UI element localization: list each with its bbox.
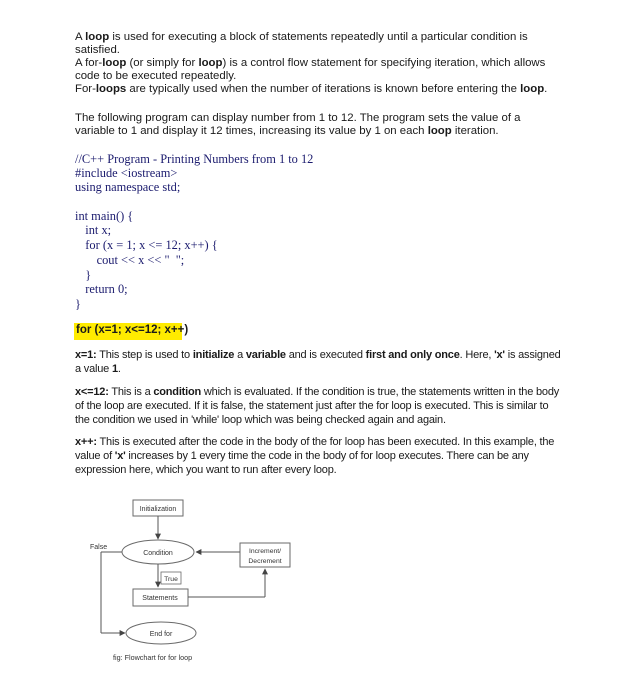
intro-text: A for- [75, 57, 103, 69]
code-line-10: } [75, 297, 81, 311]
code-line-8: } [76, 268, 92, 282]
expl-bold: x<=12: [75, 386, 109, 398]
expl-text: This step is used to [96, 349, 193, 361]
intro-bold: loop [520, 83, 545, 95]
expl-text: increases by 1 every time the code in the body of for loop executes. There can be any expression here, which you want to run after every loop. [75, 450, 529, 476]
desc-bold: loop [427, 125, 452, 137]
increment-label-1: Increment/ [248, 548, 282, 555]
desc-text: The following program can display number from 1 to 12. The program sets the value of a variable to 1 and display it 12 times, increasing its value by 1 on each [75, 112, 521, 137]
expl-bold: variable [245, 349, 286, 361]
intro-bold: loop [102, 57, 127, 69]
highlighted-for-statement: for (x=1; x<=12; x++) [76, 324, 189, 336]
condition-label: Condition [143, 550, 173, 557]
expl-text: and is executed [285, 349, 366, 361]
intro-bold: loop [198, 57, 223, 69]
intro-bold: loop [85, 31, 110, 43]
flowchart-caption: fig: Flowchart for for loop [113, 653, 193, 662]
code-line-3: using namespace std; [75, 180, 181, 194]
end-for-label: End for [149, 631, 173, 638]
code-line-1: //C++ Program - Printing Numbers from 1 to 12 [75, 152, 314, 166]
intro-text: ) is a control flow statement for specifying iteration, which allows code to be executed repeatedly. [75, 57, 546, 82]
expl-text: . [117, 363, 121, 375]
expl-bold: 'x' [494, 349, 505, 361]
intro-text: For- [75, 83, 96, 95]
expl-text: a [234, 349, 246, 361]
code-line-2: #include <iostream> [75, 166, 178, 180]
intro-text: are typically used when the number of iterations is known before entering the [126, 83, 521, 95]
intro-bold: loops [95, 83, 127, 95]
expl-bold: 1 [111, 363, 118, 375]
intro-text: . [544, 83, 548, 95]
expl-text: is assigned a value [75, 349, 561, 375]
expl-bold: x=1: [75, 349, 97, 361]
code-line-7: cout << x << " "; [78, 253, 185, 267]
false-label: False [90, 544, 108, 551]
desc-text: iteration. [451, 125, 499, 137]
code-line-9: return 0; [76, 282, 128, 296]
expl-text: . Here, [459, 349, 495, 361]
initialization-label: Initialization [139, 506, 177, 513]
intro-text: (or simply for [126, 57, 199, 69]
code-line-6: for (x = 1; x <= 12; x++) { [76, 238, 218, 252]
expl-bold: initialize [192, 349, 235, 361]
expl-text: This is executed after the code in the body of the for loop has been executed. In this example, the value of [75, 436, 555, 462]
intro-text: A [75, 31, 86, 43]
intro-text: is used for executing a block of statements repeatedly until a particular condition is satisfied. [75, 31, 528, 56]
increment-label-2: Decrement [248, 558, 282, 565]
expl-bold: first and only once [365, 349, 460, 361]
expl-bold: x++: [75, 436, 97, 448]
expl-bold: condition [153, 386, 202, 398]
expl-bold: 'x' [114, 450, 126, 462]
code-line-4: int main() { [75, 209, 134, 223]
code-line-5: int x; [76, 223, 112, 237]
true-label: True [164, 576, 178, 583]
expl-text: which is evaluated. If the condition is true, the statements written in the body of the loop are executed. If it is false, the statement just after the for loop is executed. This is similar to the condition we used in 'while' loop which was being checked again and again. [75, 386, 560, 426]
expl-text: This is a [108, 386, 154, 398]
statements-label: Statements [142, 595, 178, 602]
